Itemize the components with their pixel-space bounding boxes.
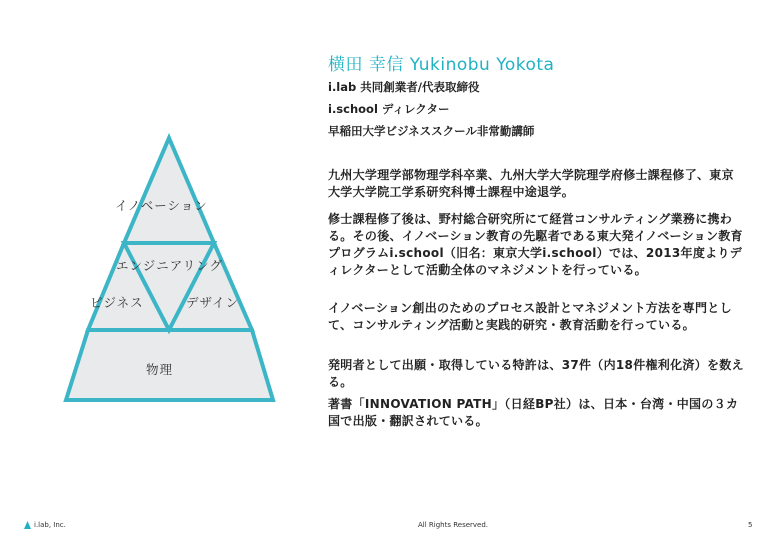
bio-paragraph-book: 著書「INNOVATION PATH」（日経BP社）は、日本・台湾・中国の３カ国で出版・翻訳されている。	[328, 397, 739, 428]
bio-paragraph-career: 修士課程修了後は、野村総合研究所にて経営コンサルティング業務に携わる。その後、イノベーション教育の先駆者である東大発イノベーション教育プログラムi.school（旧名：東京大学i.school）では、2013年度よりディレクターとして活動全体のマネジメントを行っている。	[328, 212, 743, 277]
pyramid-label-innovation: イノベーション	[115, 198, 208, 213]
bio-paragraph-specialty: イノベーション創出のためのプロセス設計とマネジメント方法を専門として、コンサルティング活動と実践的研究・教育活動を行っている。	[328, 301, 732, 332]
pyramid-top-segment	[124, 138, 214, 243]
footer-rights: All Rights Reserved.	[418, 521, 489, 529]
pyramid-label-design: デザイン	[186, 295, 240, 310]
footer-company-name: i.lab, Inc.	[34, 521, 66, 529]
profile-role-waseda: 早稲田大学ビジネススクール非常勤講師	[328, 124, 535, 138]
pyramid-label-physics: 物理	[146, 362, 174, 377]
profile-name: 横田 幸信 Yukinobu Yokota	[328, 55, 555, 75]
pyramid-label-business: ビジネス	[90, 295, 144, 310]
profile-role-ilab: i.lab 共同創業者/代表取締役	[328, 80, 480, 94]
bio-paragraph-patents: 発明者として出願・取得している特許は、37件（内18件権利化済）を数える。	[328, 358, 744, 389]
company-logo-icon	[24, 521, 31, 529]
page-number: 5	[748, 521, 753, 529]
footer-company	[24, 521, 66, 529]
pyramid-label-engineering: エンジニアリング	[116, 258, 223, 273]
bio-paragraph-education: 九州大学理学部物理学科卒業、九州大学大学院理学府修士課程修了、東京大学大学院工学系研究科博士課程中途退学。	[328, 168, 734, 199]
profile-role-ischool: i.school ディレクター	[328, 102, 450, 116]
